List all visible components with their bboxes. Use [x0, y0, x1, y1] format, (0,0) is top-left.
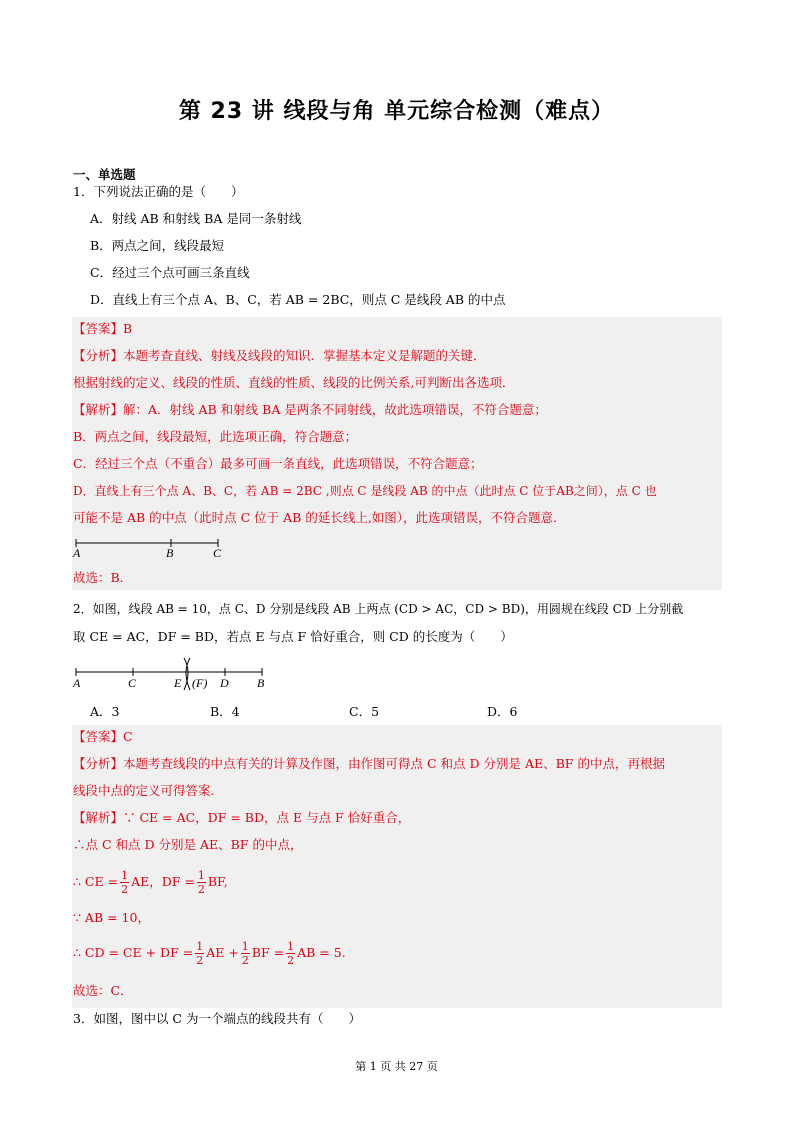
q2-analysis-1: 【分析】本题考查线段的中点有关的计算及作图，由作图可得点 C 和点 D 分别是 AE、BF 的中点，再根据	[73, 756, 665, 771]
q2-answer: 【答案】C	[73, 729, 133, 744]
q2-equation-1	[73, 864, 228, 900]
q2-stem-1: 2．如图，线段 AB = 10，点 C、D 分别是线段 AB 上两点 (CD > AC，CD > BD)，用圆规在线段 CD 上分别截	[73, 602, 684, 616]
q1-analysis-1: 【分析】本题考查直线、射线及线段的知识．掌握基本定义是解题的关键．	[73, 348, 486, 363]
q1-conclusion: 故选：B．	[73, 570, 133, 585]
q2-eq1-frac1-den: 2	[121, 882, 129, 896]
q2-fig-label-a: A	[73, 676, 81, 690]
q2-eq1-frac2-den: 2	[197, 882, 205, 896]
q2-option-a: A．3	[90, 704, 120, 719]
q1-stem: 1．下列说法正确的是（ ）	[73, 184, 244, 199]
q1-fig-label-c: C	[213, 546, 222, 560]
q2-segment-figure	[72, 656, 272, 691]
page-title: 第 23 讲 线段与角 单元综合检测（难点）	[178, 99, 615, 124]
q2-eq3-t2: BF =	[251, 945, 285, 960]
q2-solution-midpoints: ∴点 C 和点 D 分别是 AE、BF 的中点，	[73, 837, 303, 852]
q1-solution-2: B．两点之间，线段最短，此选项正确，符合题意；	[73, 429, 358, 444]
q2-eq3-frac1-num: 1	[196, 939, 204, 953]
q2-eq3-frac1-den: 2	[196, 953, 204, 967]
q2-eq1-fraction-2	[197, 869, 206, 896]
section-heading: 一、单选题	[73, 167, 136, 182]
q2-option-b: B．4	[210, 704, 240, 719]
q2-analysis-2: 线段中点的定义可得答案.	[73, 783, 215, 798]
q2-eq3-frac3-den: 2	[287, 953, 295, 967]
q2-option-d: D．6	[487, 704, 518, 719]
q2-fig-label-f: (F)	[192, 676, 208, 690]
q1-option-a: A．射线 AB 和射线 BA 是同一条射线	[90, 211, 302, 226]
q2-eq3-t1: AE +	[206, 945, 239, 960]
q2-fig-label-d: D	[220, 676, 229, 690]
q2-option-c: C．5	[349, 704, 380, 719]
q2-equation-3	[73, 935, 346, 971]
q1-option-d: D．直线上有三个点 A、B、C，若 AB = 2BC，则点 C 是线段 AB 的中点	[90, 292, 506, 307]
q3-stem: 3．如图，图中以 C 为一个端点的线段共有（ ）	[73, 1011, 361, 1026]
q2-eq3-frac3-num: 1	[287, 939, 295, 953]
q2-fig-label-c: C	[128, 676, 137, 690]
q1-solution-5: 可能不是 AB 的中点（此时点 C 位于 AB 的延长线上,如图），此选项错误，不符合题意．	[73, 510, 566, 525]
q2-eq3-fraction-3	[286, 940, 295, 967]
q2-eq1-frac2-num: 1	[197, 868, 205, 882]
page-footer: 第 1 页 共 27 页	[355, 1060, 438, 1073]
q2-eq3-t3: AB = 5.	[297, 945, 346, 960]
q1-solution-1: 【解析】解：A．射线 AB 和射线 BA 是两条不同射线，故此选项错误，不符合题意；	[73, 402, 547, 417]
q1-segment-figure	[72, 535, 232, 560]
q2-eq3-fraction-2	[241, 940, 250, 967]
q2-eq3-frac2-den: 2	[241, 953, 249, 967]
q1-solution-3: C．经过三个点（不重合）最多可画一条直线，此选项错误，不符合题意；	[73, 456, 483, 471]
q1-option-c: C．经过三个点可画三条直线	[90, 265, 250, 280]
q1-answer: 【答案】B	[73, 321, 133, 336]
q2-fig-label-b: B	[257, 676, 265, 690]
q1-fig-label-b: B	[166, 546, 174, 560]
q1-analysis-2: 根据射线的定义、线段的性质、直线的性质、线段的比例关系,可判断出各选项．	[73, 375, 515, 390]
q2-conclusion: 故选：C．	[73, 983, 133, 998]
q2-eq1-prefix: ∴ CE =	[73, 874, 119, 889]
q1-fig-label-a: A	[73, 546, 81, 560]
q2-fig-label-e: E	[174, 676, 182, 690]
q2-eq3-prefix: ∴ CD = CE + DF =	[73, 945, 194, 960]
q2-eq1-suffix: BF,	[207, 874, 228, 889]
q2-equation-2: ∵ AB = 10，	[73, 910, 150, 925]
q2-eq1-fraction-1	[120, 869, 129, 896]
q2-eq1-mid: AE，DF =	[131, 874, 195, 889]
q1-option-b: B．两点之间，线段最短	[90, 238, 225, 253]
q2-eq1-frac1-num: 1	[121, 868, 129, 882]
q2-eq3-fraction-1	[195, 940, 204, 967]
q2-eq3-frac2-num: 1	[241, 939, 249, 953]
q2-stem-2: 取 CE = AC，DF = BD，若点 E 与点 F 恰好重合，则 CD 的长度为（ ）	[73, 629, 513, 644]
q2-solution-intro: 【解析】∵ CE = AC，DF = BD，点 E 与点 F 恰好重合，	[73, 810, 411, 825]
q1-solution-4: D．直线上有三个点 A、B、C，若 AB = 2BC ,则点 C 是线段 AB 的中点（此时点 C 位于AB之间），点 C 也	[73, 484, 657, 498]
